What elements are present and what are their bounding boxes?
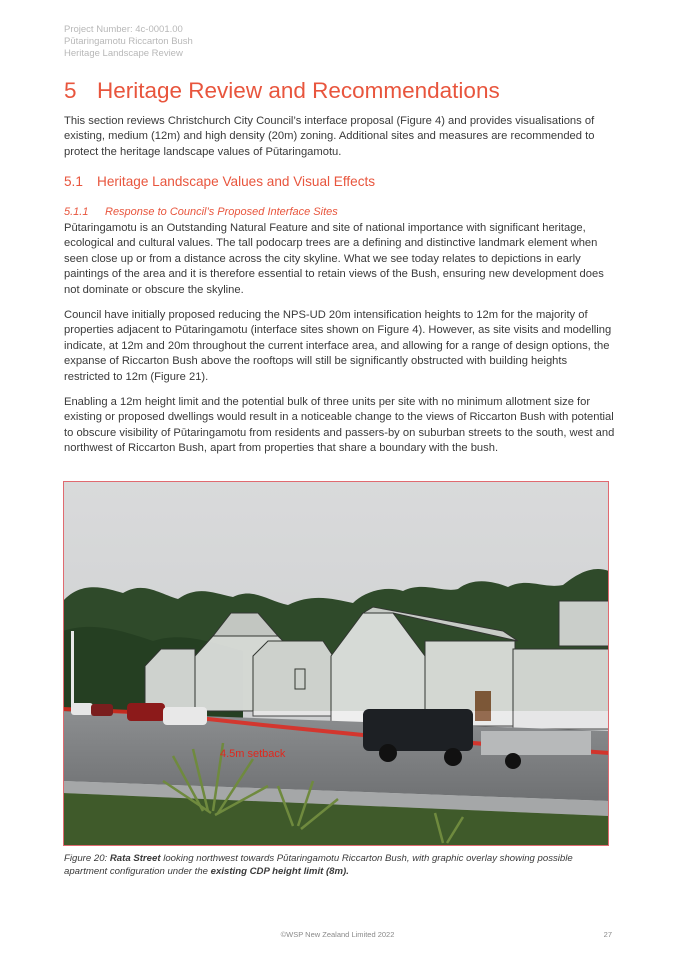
- subsubsection-heading: [64, 206, 338, 218]
- section-number: 5: [64, 78, 77, 103]
- section-title: Heritage Review and Recommendations: [97, 78, 500, 103]
- body-paragraph-3: Enabling a 12m height limit and the potential bulk of three units per site with no minimum allotment size for existing or proposed dwellings would result in a noticeable change to the views of Riccarton Bush with potential to obscure visibility of Pūtaringamotu from residents and passers-by on suburban streets to the south, west and northwest of Riccarton Bush, apart from properties that share a boundary with the bush.: [64, 396, 615, 455]
- caption-emphasis: existing CDP height limit (8m).: [210, 866, 349, 877]
- subsection-title: Heritage Landscape Values and Visual Effects: [97, 174, 376, 189]
- caption-prefix: Figure 20:: [64, 853, 110, 864]
- header-project-number: Project Number: 4c-0001.00: [64, 24, 183, 35]
- figure-rata-street-photo: [63, 481, 609, 846]
- figure-caption: [64, 852, 609, 878]
- footer-copyright: ©WSP New Zealand Limited 2022: [280, 930, 395, 939]
- subsection-number: 5.1: [64, 174, 83, 189]
- header-document-title: Heritage Landscape Review: [64, 48, 183, 59]
- power-pole: [71, 631, 74, 711]
- setback-label: 4.5m setback: [220, 748, 286, 760]
- subsection-heading: [64, 174, 375, 189]
- street-photo-illustration: [63, 481, 609, 846]
- section-intro-paragraph: This section reviews Christchurch City Council’s interface proposal (Figure 4) and provides visualisations of existing, medium (12m) and high density (20m) zoning. Additional sites and measures are recommended to protect the heritage landscape values of Pūtaringamotu.: [64, 115, 595, 158]
- body-paragraph-2: Council have initially proposed reducing the NPS-UD 20m intensification heights to 12m for the majority of properties adjacent to Pūtaringamotu (interface sites shown on Figure 4). However, as site visits and modelling indicate, at 12m and 20m throughout the current interface area, and allowing for a range of design options, the expanse of Riccarton Bush above the rooftops will still be significantly obstructed with building heights restricted to 12m (Figure 21).: [64, 309, 612, 383]
- caption-street: Rata Street: [109, 853, 161, 864]
- running-header: [64, 24, 193, 60]
- subsubsection-number: 5.1.1: [64, 206, 89, 218]
- caption-middle: looking northwest towards Pūtaringamotu Riccarton Bush, with graphic overlay showing possible apartment configuration under the: [64, 853, 573, 877]
- section-heading: [64, 78, 500, 104]
- body-paragraph-1: Pūtaringamotu is an Outstanding Natural Feature and site of national importance with significant heritage, ecological and cultural values. The tall podocarp trees are a defining and distinctive landmark element when seen close up or from a distance across the city skyline. What we see today relates to depictions in early paintings of the area and it is therefore essential to retain views of the Bush, ensuring new development does not dominate or obscure the skyline.: [64, 222, 604, 296]
- page-number: 27: [603, 930, 612, 939]
- subsubsection-title: Response to Council’s Proposed Interface Sites: [105, 206, 338, 218]
- header-project-name: Pūtaringamotu Riccarton Bush: [64, 36, 193, 47]
